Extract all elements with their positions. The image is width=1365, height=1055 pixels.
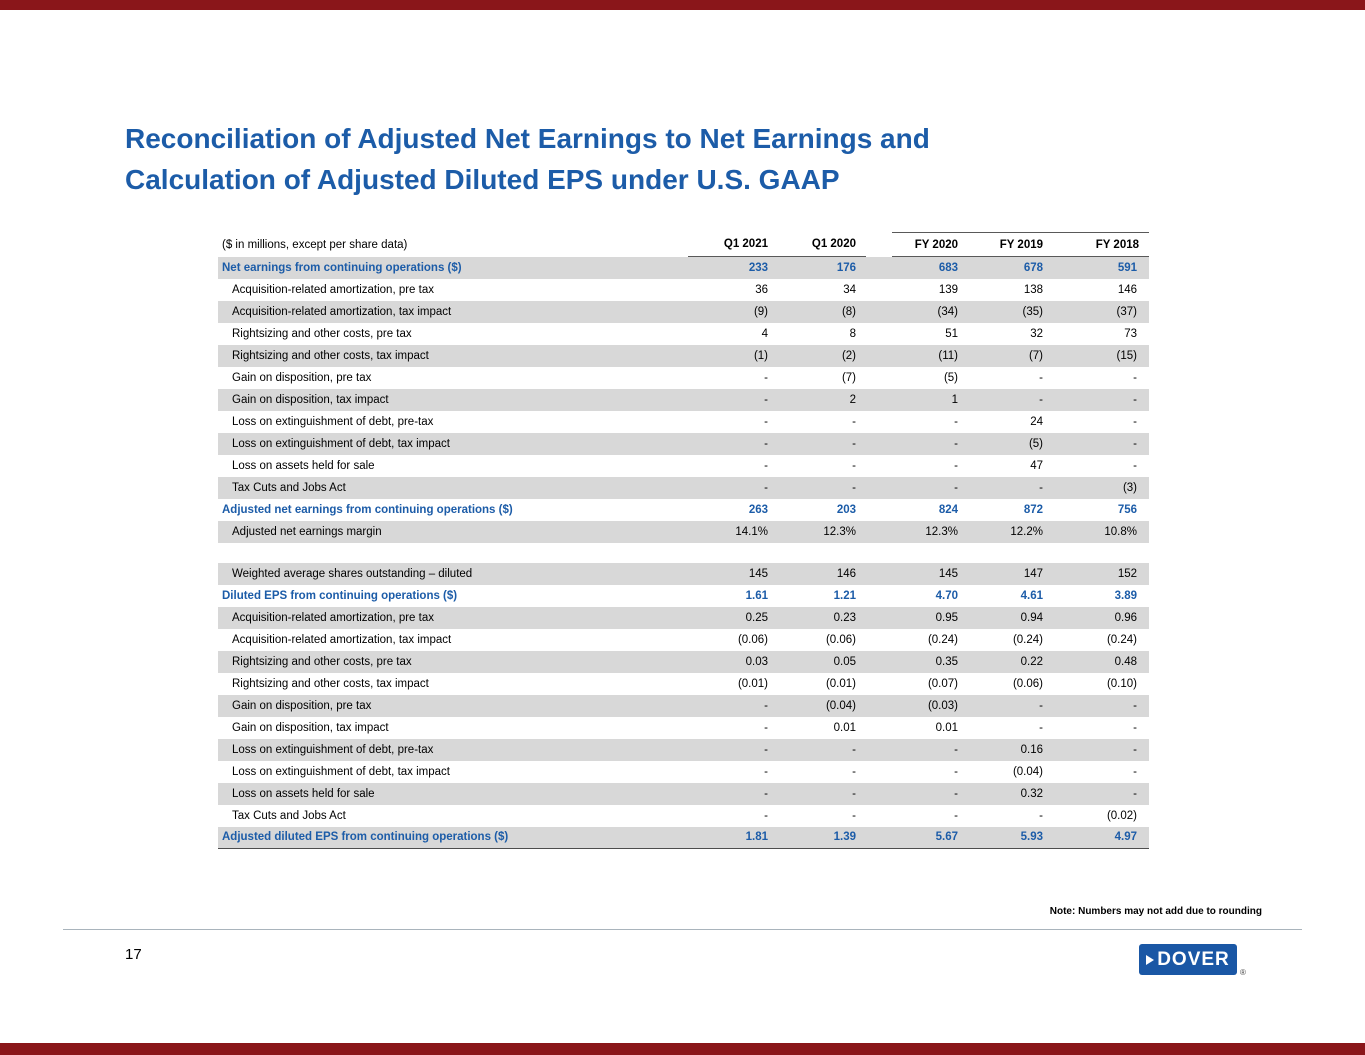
value-cell: 824: [938, 503, 958, 516]
column-gap: [866, 433, 892, 455]
value-cell: -: [1053, 433, 1149, 455]
value-cell: (7): [968, 345, 1053, 367]
value-cell: 0.03: [688, 651, 778, 673]
value-cell: (0.24): [927, 633, 958, 646]
value-cell: (9): [688, 301, 778, 323]
row-label: Acquisition-related amortization, pre tax: [218, 607, 688, 629]
value-cell: -: [852, 765, 856, 778]
value-cell: 0.16: [968, 739, 1053, 761]
value-cell: 1.39: [778, 827, 866, 849]
value-cell: 138: [1023, 283, 1043, 296]
value-cell: 0.01: [833, 721, 856, 734]
value-cell: 0.95: [892, 607, 968, 629]
row-label: Weighted average shares outstanding – diluted: [218, 563, 688, 585]
value-cell: (11): [892, 345, 968, 367]
value-cell: 146: [1117, 283, 1137, 296]
table-row: [218, 585, 1149, 607]
table-row: [218, 411, 1149, 433]
table-row: [218, 433, 1149, 455]
value-cell: (0.04): [1012, 765, 1043, 778]
value-cell: -: [1039, 371, 1043, 384]
value-cell: 10.8%: [1053, 521, 1149, 543]
table-row: [218, 717, 1149, 739]
value-cell: -: [1039, 721, 1043, 734]
row-label: Acquisition-related amortization, tax impact: [232, 633, 452, 646]
value-cell: 1.21: [833, 589, 856, 602]
row-label: Rightsizing and other costs, pre tax: [218, 651, 688, 673]
table-body: [218, 257, 1149, 849]
value-cell: 1.61: [745, 589, 768, 602]
value-cell: 12.2%: [968, 521, 1053, 543]
value-cell: -: [968, 389, 1053, 411]
value-cell: (0.03): [892, 695, 968, 717]
value-cell: 233: [688, 257, 778, 279]
column-gap: [866, 783, 892, 805]
table-row: [218, 739, 1149, 761]
value-cell: (37): [1053, 301, 1149, 323]
column-gap: [866, 761, 892, 783]
column-gap: [866, 651, 892, 673]
value-cell: (0.06): [737, 633, 768, 646]
value-cell: (0.02): [1106, 809, 1137, 822]
value-cell: -: [852, 459, 856, 472]
value-cell: -: [968, 477, 1053, 499]
row-label: Loss on extinguishment of debt, pre-tax: [232, 415, 434, 428]
value-cell: -: [852, 809, 856, 822]
spacer-row: [218, 543, 1149, 563]
value-cell: 4.70: [935, 589, 958, 602]
table-row: [218, 629, 1149, 651]
value-cell: 152: [1053, 563, 1149, 585]
row-label: Gain on disposition, pre tax: [232, 371, 372, 384]
value-cell: -: [954, 765, 958, 778]
value-cell: 36: [755, 283, 768, 296]
value-cell: -: [968, 695, 1053, 717]
value-cell: 12.3%: [892, 521, 968, 543]
value-cell: 203: [836, 503, 856, 516]
row-label: Acquisition-related amortization, tax impact: [218, 301, 688, 323]
slide-title: [125, 118, 1245, 200]
value-cell: (15): [1053, 345, 1149, 367]
table-row: [218, 673, 1149, 695]
column-gap: [866, 717, 892, 739]
value-cell: 12.3%: [778, 521, 866, 543]
slide-title-line1: Reconciliation of Adjusted Net Earnings to Net Earnings and: [125, 123, 930, 154]
table-row: [218, 279, 1149, 301]
column-gap: [866, 367, 892, 389]
table-row: [218, 827, 1149, 849]
value-cell: (7): [841, 371, 856, 384]
value-cell: -: [954, 809, 958, 822]
column-gap: [866, 499, 892, 521]
table-row: [218, 761, 1149, 783]
value-cell: -: [764, 765, 768, 778]
value-cell: (2): [778, 345, 866, 367]
value-cell: -: [1133, 459, 1137, 472]
value-cell: 0.01: [935, 721, 958, 734]
row-label: Tax Cuts and Jobs Act: [218, 477, 688, 499]
value-cell: 32: [1030, 327, 1043, 340]
row-label: Gain on disposition, tax impact: [218, 389, 688, 411]
column-gap: [866, 629, 892, 651]
row-label: Acquisition-related amortization, pre tax: [232, 283, 434, 296]
table-row: [218, 345, 1149, 367]
row-label: Adjusted diluted EPS from continuing operations ($): [218, 827, 688, 849]
value-cell: -: [764, 459, 768, 472]
value-cell: (3): [1053, 477, 1149, 499]
table-row: [218, 805, 1149, 827]
value-cell: 0.22: [968, 651, 1053, 673]
table-row: [218, 367, 1149, 389]
value-cell: -: [892, 783, 968, 805]
value-cell: -: [764, 809, 768, 822]
row-label: Loss on assets held for sale: [218, 783, 688, 805]
table-row: [218, 695, 1149, 717]
value-cell: 34: [843, 283, 856, 296]
value-cell: -: [1133, 765, 1137, 778]
top-accent-bar: [0, 0, 1365, 10]
table-header-row: [218, 233, 1149, 257]
row-label: Net earnings from continuing operations ($): [218, 257, 688, 279]
column-gap: [866, 279, 892, 301]
value-cell: -: [764, 415, 768, 428]
value-cell: (5): [943, 371, 958, 384]
column-header-q1-2021: Q1 2021: [688, 233, 778, 257]
column-header-q1-2020: Q1 2020: [778, 233, 866, 257]
value-cell: -: [1053, 783, 1149, 805]
value-cell: -: [1133, 721, 1137, 734]
registered-trademark-symbol: ®: [1240, 968, 1246, 977]
value-cell: -: [688, 389, 778, 411]
value-cell: 145: [688, 563, 778, 585]
table-row: [218, 301, 1149, 323]
row-label: Loss on extinguishment of debt, tax impact: [232, 765, 450, 778]
table-row: [218, 607, 1149, 629]
value-cell: 24: [1030, 415, 1043, 428]
table-row: [218, 499, 1149, 521]
value-cell: -: [688, 477, 778, 499]
column-gap: [866, 607, 892, 629]
value-cell: 0.23: [778, 607, 866, 629]
column-gap: [866, 477, 892, 499]
value-cell: -: [778, 477, 866, 499]
value-cell: (0.24): [1106, 633, 1137, 646]
column-gap: [866, 455, 892, 477]
value-cell: 176: [778, 257, 866, 279]
value-cell: 4: [761, 327, 768, 340]
value-cell: (0.10): [1106, 677, 1137, 690]
value-cell: 8: [849, 327, 856, 340]
value-cell: 5.67: [892, 827, 968, 849]
value-cell: -: [1053, 695, 1149, 717]
row-label: Diluted EPS from continuing operations ($): [222, 589, 458, 602]
value-cell: -: [1053, 739, 1149, 761]
value-cell: -: [688, 695, 778, 717]
table-row: [218, 477, 1149, 499]
value-cell: (0.01): [825, 677, 856, 690]
table-row: [218, 563, 1149, 585]
value-cell: 4.61: [1020, 589, 1043, 602]
footer-divider: [63, 929, 1302, 930]
value-cell: 0.48: [1053, 651, 1149, 673]
value-cell: 1: [892, 389, 968, 411]
column-gap: [866, 827, 892, 849]
value-cell: -: [1133, 371, 1137, 384]
value-cell: 683: [892, 257, 968, 279]
value-cell: 0.94: [968, 607, 1053, 629]
value-cell: 591: [1053, 257, 1149, 279]
value-cell: -: [892, 433, 968, 455]
value-cell: -: [688, 783, 778, 805]
row-label: Adjusted net earnings margin: [218, 521, 688, 543]
value-cell: -: [954, 459, 958, 472]
value-cell: -: [1039, 809, 1043, 822]
column-header-fy-2019: FY 2019: [968, 233, 1053, 257]
value-cell: 4.97: [1053, 827, 1149, 849]
value-cell: 0.25: [688, 607, 778, 629]
value-cell: 756: [1117, 503, 1137, 516]
value-cell: 146: [778, 563, 866, 585]
value-cell: -: [778, 433, 866, 455]
row-label: Gain on disposition, pre tax: [218, 695, 688, 717]
value-cell: 47: [1030, 459, 1043, 472]
value-cell: -: [778, 783, 866, 805]
value-cell: -: [954, 415, 958, 428]
value-cell: 678: [968, 257, 1053, 279]
value-cell: 145: [892, 563, 968, 585]
row-label: Rightsizing and other costs, tax impact: [232, 677, 429, 690]
value-cell: 0.05: [778, 651, 866, 673]
value-cell: (0.06): [825, 633, 856, 646]
value-cell: 0.96: [1053, 607, 1149, 629]
table-row: [218, 651, 1149, 673]
reconciliation-table-grid: [218, 232, 1149, 849]
value-cell: (0.07): [927, 677, 958, 690]
value-cell: 14.1%: [688, 521, 778, 543]
value-cell: -: [892, 477, 968, 499]
value-cell: -: [764, 371, 768, 384]
value-cell: 263: [748, 503, 768, 516]
column-gap: [866, 585, 892, 607]
column-gap: [866, 695, 892, 717]
value-cell: 73: [1124, 327, 1137, 340]
row-label: Loss on extinguishment of debt, pre-tax: [218, 739, 688, 761]
row-label: Rightsizing and other costs, tax impact: [218, 345, 688, 367]
table-caption: ($ in millions, except per share data): [222, 238, 408, 251]
table-row: [218, 521, 1149, 543]
value-cell: (34): [892, 301, 968, 323]
value-cell: 2: [778, 389, 866, 411]
value-cell: (0.24): [1012, 633, 1043, 646]
column-gap: [866, 345, 892, 367]
value-cell: -: [852, 415, 856, 428]
value-cell: 147: [968, 563, 1053, 585]
value-cell: (1): [688, 345, 778, 367]
value-cell: -: [778, 739, 866, 761]
column-gap: [866, 301, 892, 323]
value-cell: (0.01): [737, 677, 768, 690]
column-header-fy-2018: FY 2018: [1053, 233, 1149, 257]
value-cell: 872: [1023, 503, 1043, 516]
table-row: [218, 257, 1149, 279]
column-gap: [866, 411, 892, 433]
row-label: Loss on extinguishment of debt, tax impact: [218, 433, 688, 455]
value-cell: 0.35: [892, 651, 968, 673]
column-gap: [866, 673, 892, 695]
value-cell: 139: [938, 283, 958, 296]
row-label: Adjusted net earnings from continuing operations ($): [222, 503, 513, 516]
value-cell: (0.06): [1012, 677, 1043, 690]
column-header-fy-2020: FY 2020: [892, 233, 968, 257]
value-cell: (0.04): [778, 695, 866, 717]
row-label: Rightsizing and other costs, pre tax: [232, 327, 412, 340]
column-gap: [866, 233, 892, 257]
value-cell: (35): [968, 301, 1053, 323]
slide-title-line2: Calculation of Adjusted Diluted EPS under U.S. GAAP: [125, 164, 840, 195]
column-gap: [866, 805, 892, 827]
dover-logo-triangle-icon: [1146, 955, 1154, 965]
value-cell: (8): [778, 301, 866, 323]
value-cell: -: [1053, 389, 1149, 411]
bottom-accent-bar: [0, 1043, 1365, 1055]
table-row: [218, 389, 1149, 411]
value-cell: 1.81: [688, 827, 778, 849]
column-gap: [866, 323, 892, 345]
spacer-cell: [218, 543, 1149, 563]
value-cell: 3.89: [1114, 589, 1137, 602]
value-cell: 0.32: [968, 783, 1053, 805]
rounding-note: Note: Numbers may not add due to rounding: [1049, 906, 1262, 917]
row-label: Loss on assets held for sale: [232, 459, 375, 472]
page-number: 17: [125, 946, 142, 963]
value-cell: (5): [968, 433, 1053, 455]
column-gap: [866, 521, 892, 543]
value-cell: -: [1133, 415, 1137, 428]
column-gap: [866, 257, 892, 279]
value-cell: -: [892, 739, 968, 761]
table-row: [218, 323, 1149, 345]
column-gap: [866, 739, 892, 761]
value-cell: -: [764, 721, 768, 734]
row-label: Tax Cuts and Jobs Act: [232, 809, 346, 822]
reconciliation-table: [218, 232, 1149, 849]
table-row: [218, 783, 1149, 805]
row-label: Gain on disposition, tax impact: [232, 721, 389, 734]
dover-logo-text: DOVER: [1157, 948, 1230, 970]
column-gap: [866, 389, 892, 411]
column-gap: [866, 563, 892, 585]
table-row: [218, 455, 1149, 477]
value-cell: 5.93: [968, 827, 1053, 849]
dover-logo: [1139, 944, 1237, 975]
value-cell: -: [688, 433, 778, 455]
value-cell: 51: [945, 327, 958, 340]
value-cell: -: [688, 739, 778, 761]
